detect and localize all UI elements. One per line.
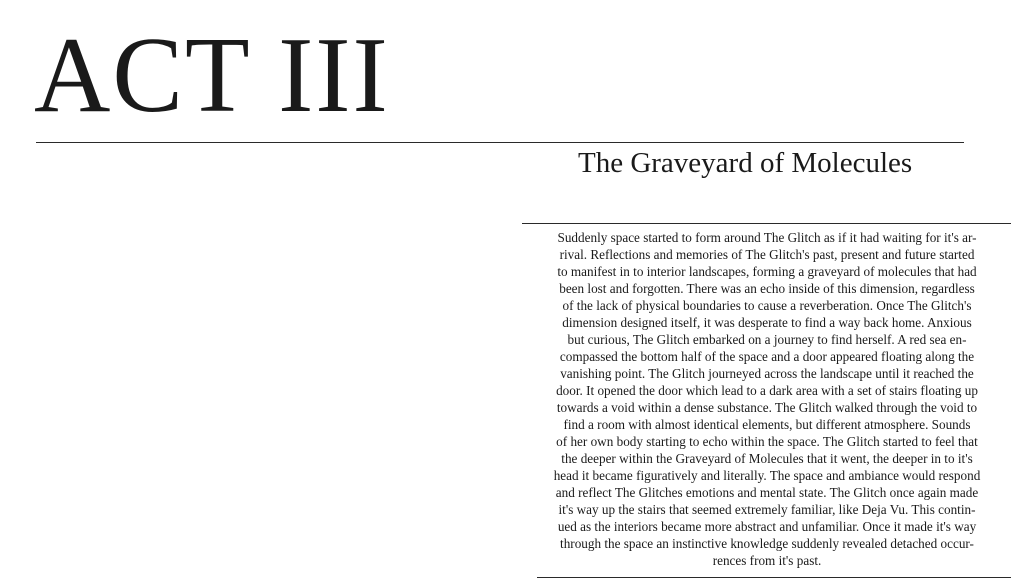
body-line: vanishing point. The Glitch journeyed across the landscape until it reached the bbox=[560, 366, 974, 381]
body-line: ued as the interiors became more abstract and unfamiliar. Once it made it's way bbox=[557, 519, 977, 534]
body-line: rival. Reflections and memories of The Glitch's past, present and future started bbox=[559, 247, 975, 262]
body-line: and reflect The Glitches emotions and mental state. The Glitch once again made bbox=[555, 485, 979, 500]
body-line: Suddenly space started to form around The Glitch as if it had waiting for it's ar- bbox=[557, 230, 977, 245]
body-line: compassed the bottom half of the space and a door appeared floating along the bbox=[559, 349, 975, 364]
body-line: the deeper within the Graveyard of Molecules that it went, the deeper in to it's bbox=[561, 451, 973, 466]
body-line: find a room with almost identical elements, but different atmosphere. Sounds bbox=[563, 417, 971, 432]
body-line: head it became figuratively and literally. The space and ambiance would respond bbox=[553, 468, 981, 483]
body-line: been lost and forgotten. There was an echo inside of this dimension, regardless bbox=[559, 281, 975, 296]
body-line: through the space an instinctive knowledge suddenly revealed detached occur- bbox=[560, 536, 974, 551]
body-line: to manifest in to interior landscapes, forming a graveyard of molecules that had bbox=[557, 264, 977, 279]
heading-divider bbox=[36, 142, 964, 143]
body-line: but curious, The Glitch embarked on a journey to find herself. A red sea en- bbox=[567, 332, 967, 347]
body-line: towards a void within a dense substance. The Glitch walked through the void to bbox=[556, 400, 978, 415]
body-line: rences from it's past. bbox=[712, 553, 822, 568]
body-line: of her own body starting to echo within the space. The Glitch started to feel that bbox=[556, 434, 978, 449]
body-line: of the lack of physical boundaries to cause a reverberation. Once The Glitch's bbox=[562, 298, 972, 313]
body-line: dimension designed itself, it was desperate to find a way back home. Anxious bbox=[562, 315, 972, 330]
body-top-divider bbox=[522, 223, 1011, 224]
body-bottom-divider bbox=[537, 577, 1011, 578]
body-line: door. It opened the door which lead to a dark area with a set of stairs floating up bbox=[556, 383, 978, 398]
body-line: it's way up the stairs that seemed extremely familiar, like Deja Vu. This contin- bbox=[558, 502, 976, 517]
act-heading: ACT III bbox=[34, 16, 390, 135]
body-paragraph bbox=[528, 229, 1006, 569]
chapter-subtitle: The Graveyard of Molecules bbox=[578, 147, 913, 179]
